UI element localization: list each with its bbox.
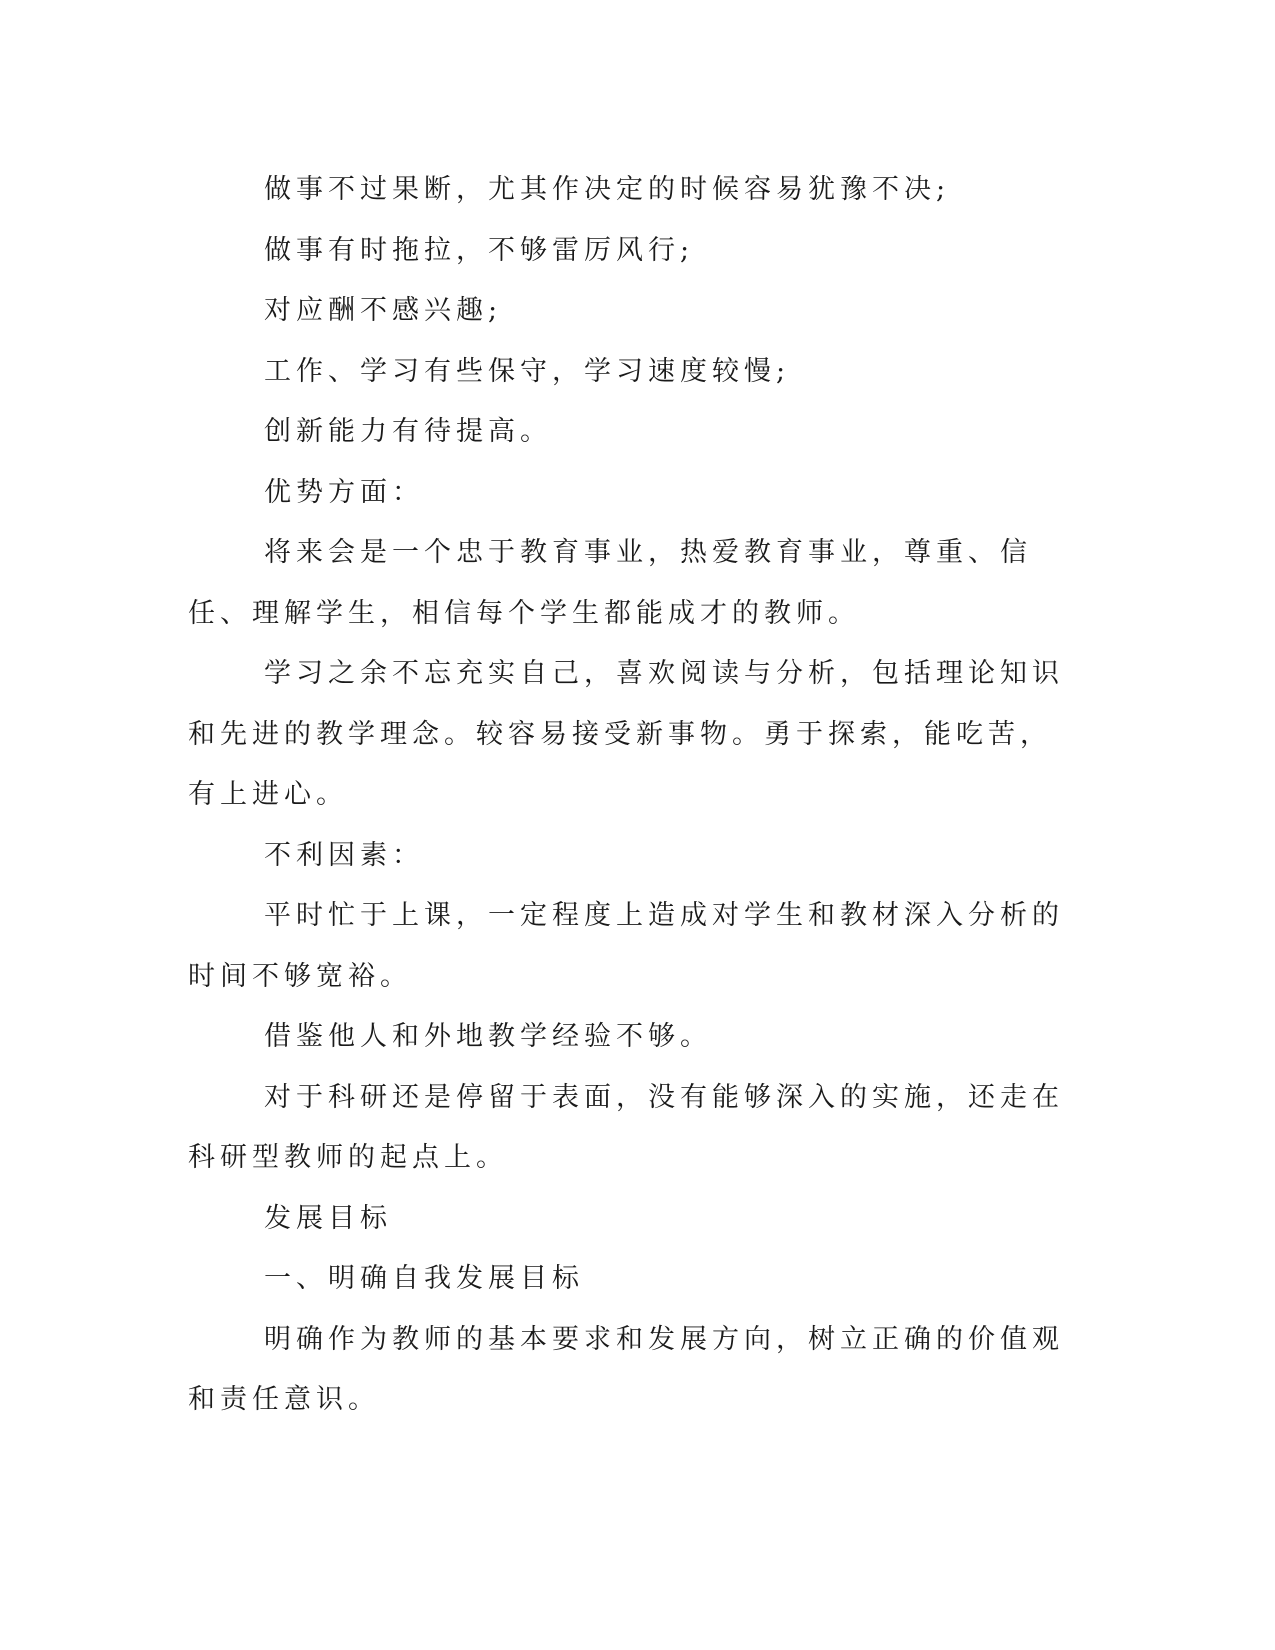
subheading-goal-one: 一、明确自我发展目标: [264, 1263, 584, 1294]
paragraph-factor-experience: 借鉴他人和外地教学经验不够。: [264, 1021, 712, 1052]
paragraph-weakness-innovation: 创新能力有待提高。: [264, 416, 552, 447]
paragraph-goal-one-detail: 明确作为教师的基本要求和发展方向，树立正确的价值观和责任意识。: [188, 1323, 1064, 1415]
paragraph-weakness-conservative: 工作、学习有些保守，学习速度较慢;: [264, 355, 791, 387]
section-heading-unfavorable-factors: 不利因素：: [264, 839, 424, 871]
paragraph-strength-learning: 学习之余不忘充实自己，喜欢阅读与分析，包括理论知识和先进的教学理念。较容易接受新事物。勇于探索，能吃苦，有上进心。: [188, 658, 1064, 810]
section-heading-development-goals: 发展目标: [264, 1202, 392, 1234]
document-body: [188, 160, 1068, 1431]
paragraph-factor-research: 对于科研还是停留于表面，没有能够深入的实施，还走在科研型教师的起点上。: [188, 1081, 1064, 1173]
paragraph-strength-dedication: 将来会是一个忠于教育事业，热爱教育事业，尊重、信任、理解学生，相信每个学生都能成才的教师。: [188, 537, 1032, 629]
paragraph-weakness-socializing: 对应酬不感兴趣;: [264, 295, 503, 326]
paragraph-factor-busy-teaching: 平时忙于上课，一定程度上造成对学生和教材深入分析的时间不够宽裕。: [188, 900, 1064, 992]
section-heading-strengths: 优势方面：: [264, 476, 424, 508]
paragraph-weakness-indecisive: 做事不过果断，尤其作决定的时候容易犹豫不决;: [264, 174, 951, 205]
paragraph-weakness-procrastination: 做事有时拖拉，不够雷厉风行;: [264, 234, 695, 266]
